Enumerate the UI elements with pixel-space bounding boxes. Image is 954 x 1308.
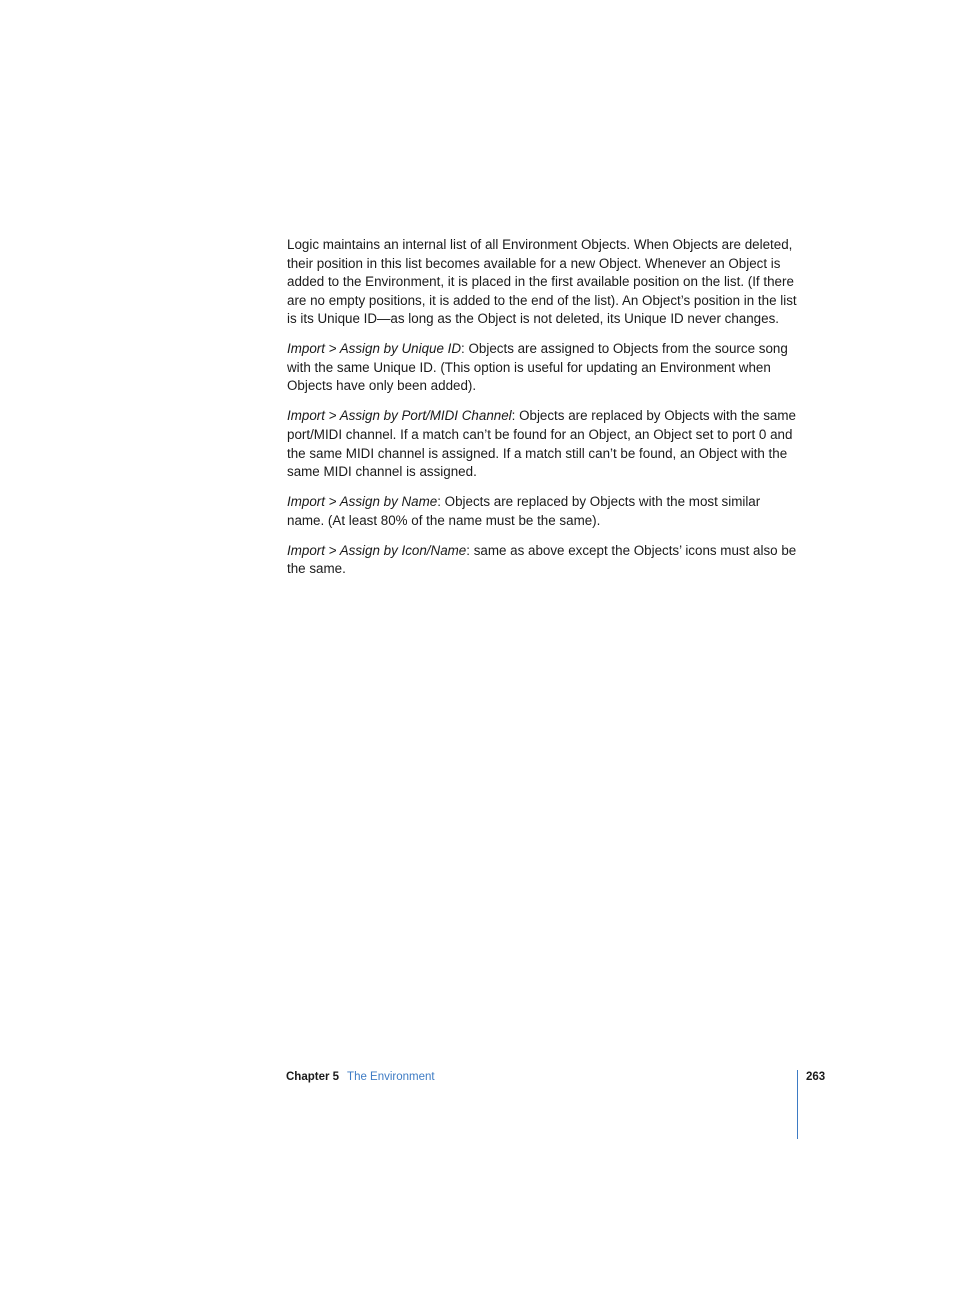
option-description: : same as above except the Objects’ icons must also be the same. (287, 542, 797, 577)
option-assign-by-icon-name (287, 542, 797, 579)
option-term: Import > Assign by Name (287, 494, 438, 510)
option-assign-by-unique-id (287, 340, 797, 396)
page-footer (286, 1070, 435, 1084)
page-number: 263 (806, 1071, 826, 1083)
option-term: Import > Assign by Port/MIDI Channel (287, 408, 512, 424)
option-term: Import > Assign by Icon/Name (287, 542, 467, 558)
option-term: Import > Assign by Unique ID (287, 341, 462, 357)
option-assign-by-port-midi-channel (287, 407, 797, 481)
option-description: : Objects are assigned to Objects from the source song with the same Unique ID. (This option is useful for updating an Environment when Objects have only been added). (287, 341, 788, 394)
page-body (287, 236, 797, 590)
chapter-label: Chapter 5 (286, 1071, 340, 1083)
footer-divider (797, 1070, 798, 1139)
intro-paragraph: Logic maintains an internal list of all Environment Objects. When Objects are deleted, their position in this list becomes available for a new Object. Whenever an Object is added to the Environment, it is placed in the first available position on the list. (If there are no empty positions, it is added to the end of the list). An Object’s position in the list is its Unique ID—as long as the Object is not deleted, its Unique ID never changes. (287, 237, 797, 327)
option-description: : Objects are replaced by Objects with the same port/MIDI channel. If a match can’t be found for an Object, an Object set to port 0 and the same MIDI channel is assigned. If a match still can’t be found, an Object with the same MIDI channel is assigned. (287, 408, 796, 480)
chapter-title-link[interactable]: The Environment (347, 1071, 435, 1083)
option-assign-by-name (287, 493, 797, 530)
option-description: : Objects are replaced by Objects with the most similar name. (At least 80% of the name must be the same). (287, 494, 761, 528)
